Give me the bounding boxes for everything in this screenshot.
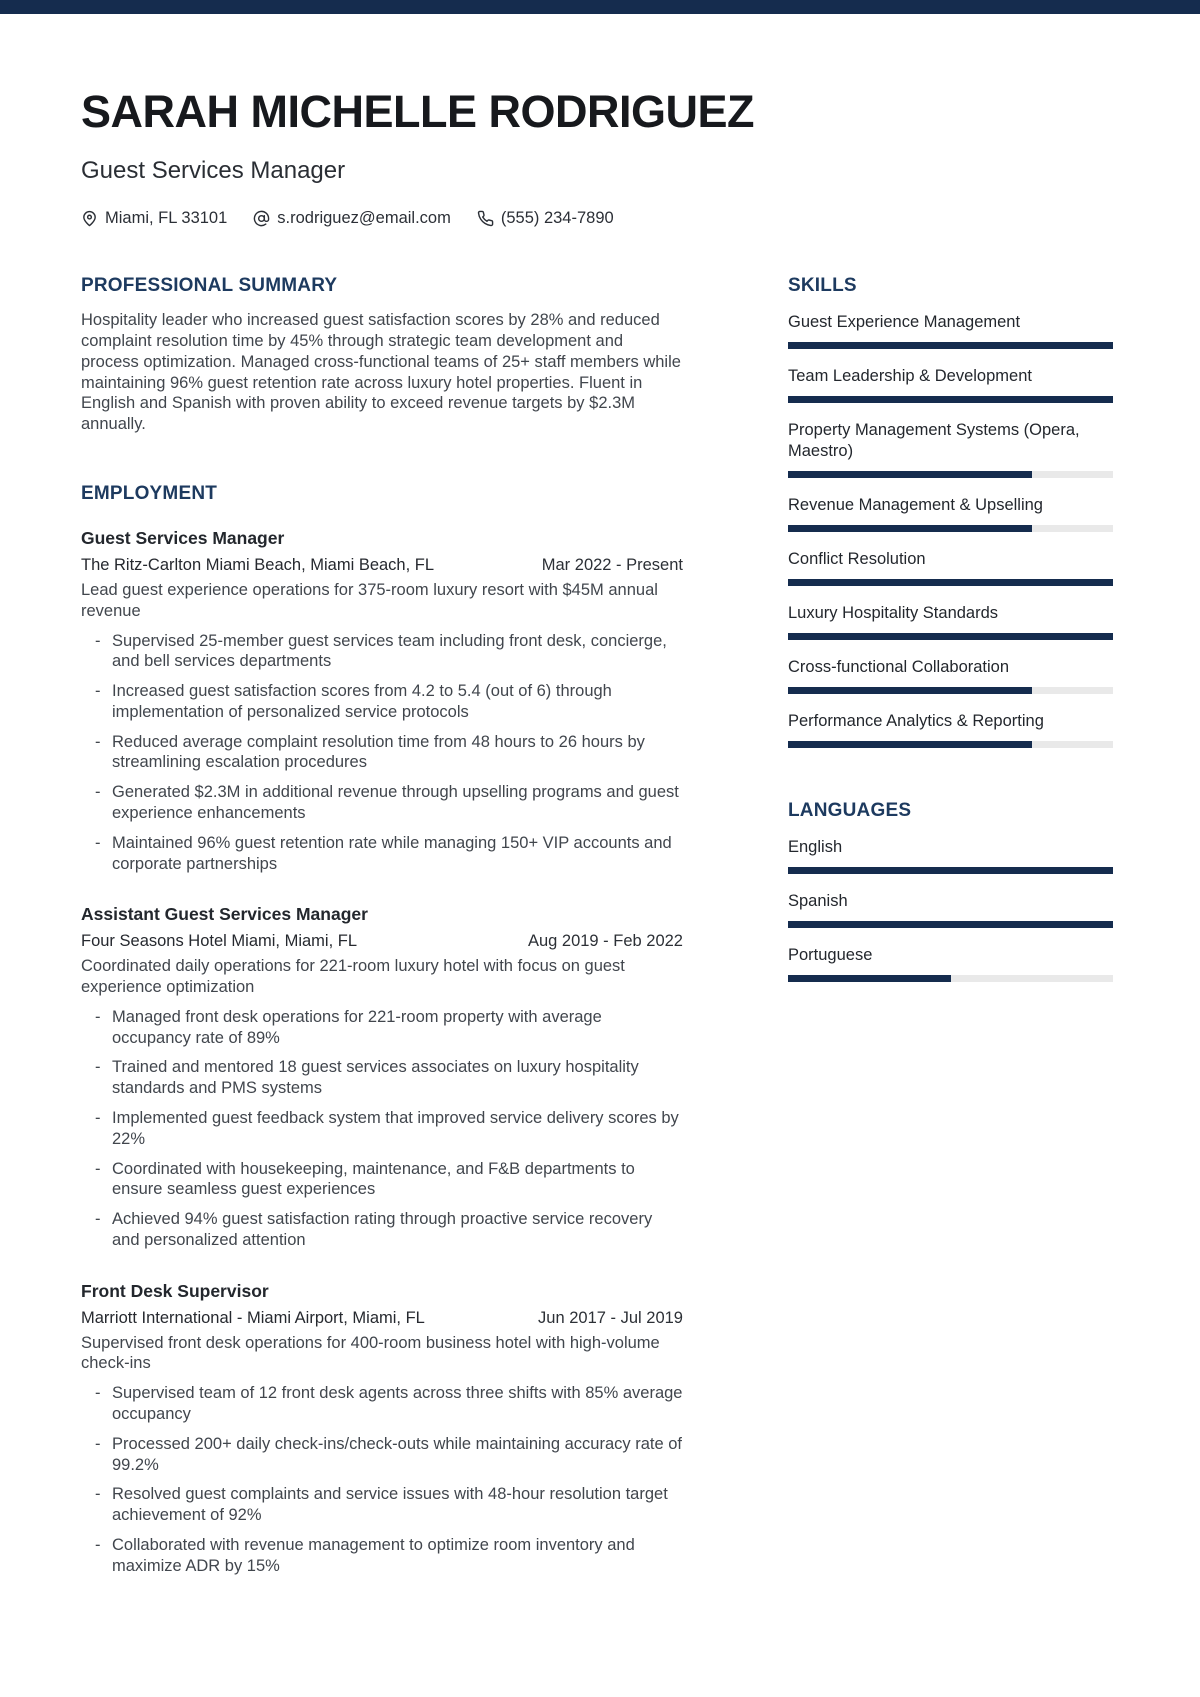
job-bullet: - Maintained 96% guest retention rate while managing 150+ VIP accounts and corporate partnerships [81, 833, 683, 875]
skill-item [788, 495, 1113, 532]
contact-text: (555) 234-7890 [500, 209, 614, 228]
skill-bar-track [788, 525, 1113, 532]
job-description: Coordinated daily operations for 221-room luxury hotel with focus on guest experience optimization [81, 957, 625, 997]
language-bar-fill [788, 921, 1113, 928]
skill-bar-fill [788, 633, 1113, 640]
job-bullet: - Increased guest satisfaction scores from 4.2 to 5.4 (out of 6) through implementation of personalized service protocols [81, 681, 683, 723]
language-item [788, 945, 1113, 982]
skill-bar-track [788, 579, 1113, 586]
skill-bar-fill [788, 579, 1113, 586]
skill-label: Conflict Resolution [788, 550, 926, 569]
skill-item [788, 366, 1113, 403]
job-bullets [81, 1383, 683, 1576]
at-sign-icon [253, 210, 270, 227]
resume-page [0, 14, 1200, 1626]
skill-label: Luxury Hospitality Standards [788, 603, 999, 622]
job-description: Lead guest experience operations for 375-room luxury resort with $45M annual revenue [81, 580, 658, 620]
job-bullets [81, 631, 683, 875]
person-title: Guest Services Manager [81, 157, 346, 185]
contact-text: s.rodriguez@email.com [277, 209, 451, 228]
language-bar-fill [788, 867, 1113, 874]
job-bullet: - Collaborated with revenue management to optimize room inventory and maximize ADR by 15% [81, 1535, 683, 1577]
skill-item [788, 420, 1113, 478]
skill-bar-track [788, 396, 1113, 403]
professional-summary-section [81, 275, 683, 435]
skill-item [788, 549, 1113, 586]
employment-section [81, 483, 683, 1577]
skill-label: Performance Analytics & Reporting [788, 711, 1044, 730]
language-bar-fill [788, 975, 951, 982]
employment-heading: EMPLOYMENT [81, 482, 218, 504]
skill-bar-track [788, 342, 1113, 349]
job-meta-row [81, 932, 683, 951]
job-dates: Aug 2019 - Feb 2022 [527, 932, 683, 951]
top-accent-bar [0, 0, 1200, 14]
contact-item [477, 209, 614, 228]
language-item [788, 837, 1113, 874]
job-meta-row [81, 556, 683, 575]
skill-bar-track [788, 471, 1113, 478]
job-entry [81, 1281, 683, 1577]
skill-item [788, 312, 1113, 349]
skill-label: Property Management Systems (Opera, Maestro) [788, 421, 1080, 461]
skill-item [788, 711, 1113, 748]
job-meta-row [81, 1309, 683, 1328]
skill-label: Team Leadership & Development [788, 367, 1032, 386]
job-bullet: - Generated $2.3M in additional revenue through upselling programs and guest experience enhancements [81, 782, 683, 824]
job-dates: Jun 2017 - Jul 2019 [538, 1308, 683, 1327]
location-pin-icon [81, 210, 98, 227]
skill-item [788, 657, 1113, 694]
skill-item [788, 603, 1113, 640]
skill-bar-fill [788, 396, 1113, 403]
languages-section [788, 800, 1113, 982]
language-item [788, 891, 1113, 928]
skills-heading: SKILLS [788, 275, 857, 297]
phone-icon [477, 210, 494, 227]
skill-label: Cross-functional Collaboration [788, 657, 1010, 676]
skill-bar-fill [788, 471, 1032, 478]
skills-list [788, 312, 1113, 748]
skill-bar-fill [788, 525, 1032, 532]
job-entry [81, 904, 683, 1250]
languages-list [788, 837, 1113, 982]
job-company: Marriott International - Miami Airport, Miami, FL [81, 1308, 425, 1327]
summary-heading: PROFESSIONAL SUMMARY [81, 275, 338, 297]
contact-row [81, 209, 1113, 228]
job-entry [81, 528, 683, 874]
contact-text: Miami, FL 33101 [105, 209, 228, 228]
job-bullet: - Trained and mentored 18 guest services associates on luxury hospitality standards and PMS systems [81, 1057, 683, 1099]
content-columns [81, 275, 1113, 1585]
contact-item [81, 209, 227, 228]
contact-item [253, 209, 451, 228]
job-bullet: - Managed front desk operations for 221-room property with average occupancy rate of 89% [81, 1007, 683, 1049]
summary-text: Hospitality leader who increased guest satisfaction scores by 28% and reduced complaint resolution time by 45% through strategic team development and process optimization. Managed cross-functional teams of 25+ staff members while maintaining 96% guest retention rate across luxury hotel properties. Fluent in English and Spanish with proven ability to exceed revenue targets by $2.3M annually. [81, 311, 681, 434]
language-label: Spanish [788, 891, 848, 910]
job-list [81, 528, 683, 1577]
skill-label: Guest Experience Management [788, 313, 1021, 332]
job-description: Supervised front desk operations for 400-room business hotel with high-volume check-ins [81, 1333, 660, 1373]
person-name: SARAH MICHELLE RODRIGUEZ [81, 86, 754, 137]
job-bullet: - Processed 200+ daily check-ins/check-outs while maintaining accuracy rate of 99.2% [81, 1434, 683, 1476]
main-column [81, 275, 683, 1585]
languages-heading: LANGUAGES [788, 799, 912, 821]
skill-label: Revenue Management & Upselling [788, 496, 1043, 515]
job-company: The Ritz-Carlton Miami Beach, Miami Beach, FL [81, 555, 435, 574]
job-bullet: - Supervised 25-member guest services team including front desk, concierge, and bell services departments [81, 631, 683, 673]
sidebar-column [788, 275, 1113, 1585]
language-bar-track [788, 921, 1113, 928]
job-bullet: - Resolved guest complaints and service issues with 48-hour resolution target achievement of 92% [81, 1484, 683, 1526]
job-bullet: - Reduced average complaint resolution time from 48 hours to 26 hours by streamlining escalation procedures [81, 732, 683, 774]
job-bullet: - Supervised team of 12 front desk agents across three shifts with 85% average occupancy [81, 1383, 683, 1425]
job-bullet: - Achieved 94% guest satisfaction rating through proactive service recovery and personalized attention [81, 1209, 683, 1251]
skill-bar-track [788, 633, 1113, 640]
job-dates: Mar 2022 - Present [541, 555, 683, 574]
job-title: Assistant Guest Services Manager [81, 904, 368, 925]
language-bar-track [788, 867, 1113, 874]
language-bar-track [788, 975, 1113, 982]
skill-bar-fill [788, 687, 1032, 694]
job-bullet: - Coordinated with housekeeping, maintenance, and F&B departments to ensure seamless guest experiences [81, 1159, 683, 1201]
language-label: Portuguese [788, 945, 873, 964]
skill-bar-fill [788, 342, 1113, 349]
skill-bar-track [788, 741, 1113, 748]
language-label: English [788, 837, 843, 856]
job-title: Guest Services Manager [81, 527, 285, 548]
job-bullet: - Implemented guest feedback system that improved service delivery scores by 22% [81, 1108, 683, 1150]
job-company: Four Seasons Hotel Miami, Miami, FL [81, 932, 357, 951]
job-title: Front Desk Supervisor [81, 1280, 269, 1301]
skill-bar-fill [788, 741, 1032, 748]
skill-bar-track [788, 687, 1113, 694]
job-bullets [81, 1007, 683, 1251]
skills-section [788, 275, 1113, 748]
